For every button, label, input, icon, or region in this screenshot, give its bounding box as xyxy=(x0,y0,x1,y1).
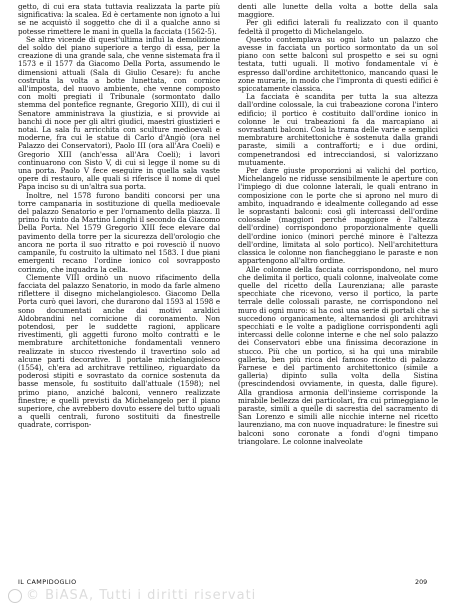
right-text-column xyxy=(238,3,438,446)
paragraph: getto, di cui era stata tuttavia realizzata la parte più significativa: la scalea. Ed è certamente non ignoto a lui se ne acquistò il soggetto che di il a qualche anno si potesse rimettere le mani in quella la facciata (1562-5). xyxy=(18,2,220,36)
paragraph: denti alle lunette della volta a botte della sala maggiore. xyxy=(238,2,438,20)
running-footer-title: IL CAMPIDOGLIO xyxy=(18,578,77,586)
paragraph: Per dare giuste proporzioni ai valichi del portico, Michelangelo ne ridusse sensibilmente le aperture con l'impiego di due colonne laterali, le quali entrano in composizione con le porte che si aprono nel muro di ambito, inquadrando e idealmente collegando ad esse le soprastanti balconi: così gli intercassi dell'ordine colossale (maggiori perché maggiore è l'altezza dell'ordine) corrispondono proporzionalmente quelli dell'ordine ionico (minori perché minore è l'altezza dell'ordine, limitata al solo portico). Nell'architettura classica le colonne non fiancheggiano le paraste e non appartengono all'altro ordine. xyxy=(238,166,438,266)
paragraph: Per gli edifici laterali fu realizzato con il quanto fedeltà il progetto di Michelangelo. xyxy=(238,18,438,36)
left-text-column xyxy=(18,3,220,430)
paragraph: Questo contemplava su ogni lato un palazzo che avesse in facciata un portico sormontato da un sol piano con sette balconi sul prospetto e sei su ogni testata, tutti uguali. Il motivo fondamentale vi è espresso dall'ordine architettonico, mancando quasi le zone murarie, in modo che l'impronta di questi edifici è spiccatamente classica. xyxy=(238,34,438,94)
copyright-symbol-icon xyxy=(8,589,22,603)
paragraph: Inoltre, nel 1578 furono banditi concorsi per una torre campanaria in sostituzione di quella medioevale del palazzo Senatorio e per l'ornamento della piazza. Il primo fu vinto da Martino Longhi il secondo da Giacomo Della Porta. Nel 1579 Gregorio XIII fece elevare dal pavimento della torre per la sicurezza dell'orologio che ancora ne porta il suo ritratto e poi rovesciò il nuovo campanile, fu costruito la ultimato nel 1583. I due piani emergenti recano l'ordine ionico col sovrapposto corinzio, che inquadra la cella. xyxy=(18,190,221,274)
watermark xyxy=(8,588,453,603)
paragraph: Alle colonne della facciata corrispondono, nel muro che delimita il portico, quali colonne, inalveolate come quelle del ricetto della Laurenziana; alle paraste specchiate che ricevono, verso il portico, la parte terrale delle colossali paraste, ne corrispondono nel muro di ogni muro: si ha così una serie di portali che si succedono organicamente, alternandosi gli architravi specchiati e le volte a padiglione corrispondenti agli intercassi delle colonne interne e che nel solo palazzo dei Conservatori ebbe una finissima decorazione in stucco. Più che un portico, si ha qui una mirabile galleria, ben più ricca del famoso ricetto di palazzo Farnese e del partimento architettonico (simile a galleria) dipinto sulla volta della Sistina (prescindendosi ovviamente, in questa, dalle figure). Alla grandiosa armonia dell'insieme corrisponde la mirabile bellezza dei particolari, fra cui primeggiano le paraste, simili a quelle di sacrestia del sacramento di San Lorenzo e simili alle nicchie interne nel ricetto laurenziano, ma con nuove inquadrature: le finestre sui balconi sono coronate a fondi d'ogni timpano triangolare. Le colonne inalveolate xyxy=(238,264,438,446)
page-number: 209 xyxy=(415,578,428,586)
paragraph: Se altre vicende di quest'ultima influì la demolizione del soldo del piano superiore a tergo di essa, per la creazione di una grande sala, che venne sistemata fra il 1573 e il 1577 da Giacomo Della Porta, assumendo le dimensioni attuali (Sala di Giulio Cesare): fu anche costruita la volta a botte lunettata, con cornice all'imposta, del nuovo ambiente, che venne composto con molti pregiati il Tribunale (sormontato dallo stemma del pontefice regnante, Gregorio XIII), di cui il Senatore amministrava la giustizia, e si provvide ai banchi di noce per gli altri giudici, maestri giustizieri e notai. La sala fu arricchita con sculture medioevali e moderne, fra cui le statue di Carlo d'Angiò (ora nel Palazzo dei Conservatori), Paolo III (ora all'Ara Coeli) e Gregorio XIII (anch'essa all'Ara Coeli); i lavori continuarono con Sisto V, di cui si legge il nome su di una porta. Paolo V fece eseguire in quella sala vaste opere di restauro, alle quali si riferisce il nome di quel Papa inciso su di un'altra sua porta. xyxy=(18,34,220,192)
paragraph: Clemente VIII ordinò un nuovo rifacimento della facciata del palazzo Senatorio, in modo da farle almeno riflettere il disegno michelangiolesco. Giacomo Della Porta curò quei lavori, che durarono dal 1593 al 1598 e sono documentati anche dai motivi araldici Aldobrandini nel cornicione di coronamento. Non potendosi, per le suddette ragioni, applicare rivestimenti, gli aggetti furono molto contratti e le membrature architettoniche fondamentali vennero realizzate in stucco rivestendo il travertino solo ad alcune parti decorative. Il portale michelangiolesco (1554), ch'era ad architrave rettilineo, riguardato da poderosi stipiti e sovrastato da cornice sostenuta da basse mensole, fu sostituito dall'attuale (1598); nel primo piano, anziché balconi, vennero realizzate finestre; e quelli previsti da Michelangelo per il piano superiore, che avrebbero dovuto essere del tutto uguali a quelli centrali, furono sostituiti da finestrelle quadrate, corrispon- xyxy=(18,272,220,430)
watermark-text: © BiASA, Tutti i diritti riservati xyxy=(26,588,257,603)
paragraph: La facciata è scandita per tutta la sua altezza dall'ordine colossale, la cui trabeazione corona l'intero edificio; il portico è costituito dall'ordine ionico in colonne le cui trabeazioni fa da marcapiano ai sovrastanti balconi. Così la trama delle varie e semplici membrature architettoniche è sostenuta dalla grandi paraste, simili a contrafforti; e i due ordini, compenetrandosi ed intrecciandosi, si valorizzano mutuamente. xyxy=(238,92,438,167)
